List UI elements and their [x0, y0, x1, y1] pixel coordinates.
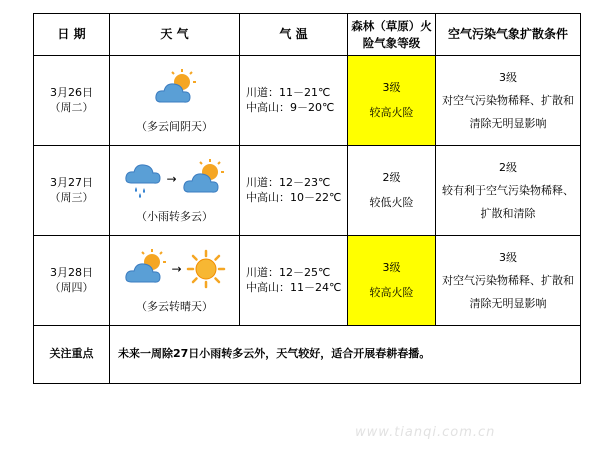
- fire-desc: 较高火险: [369, 285, 414, 299]
- weather-cell: [110, 146, 240, 236]
- sunny-icon: [186, 249, 226, 289]
- date-cell: [34, 146, 110, 236]
- temperature-cell: [240, 146, 348, 236]
- header-date: 日 期: [34, 14, 110, 56]
- partly-cloudy-icon: [153, 69, 197, 109]
- focus-label: 关注重点: [34, 326, 110, 384]
- partly-cloudy-icon: [123, 249, 167, 289]
- weekday-text: （周三）: [49, 190, 94, 204]
- partly-cloudy-icon: [181, 159, 225, 199]
- air-diffusion-cell: [436, 146, 581, 236]
- temp-valley: 川道：11－21℃: [246, 85, 331, 99]
- header-fire-risk: 森林（草原）火险气象等级: [348, 14, 436, 56]
- transition-arrow-icon: →: [166, 171, 177, 186]
- fire-risk-cell: [348, 56, 436, 146]
- air-level: 3级: [499, 250, 517, 264]
- temp-mountain: 中高山：10－22℃: [246, 190, 342, 204]
- fire-risk-cell: [348, 236, 436, 326]
- weather-label: （多云间阴天）: [136, 120, 213, 134]
- air-diffusion-cell: [436, 56, 581, 146]
- header-air-diffusion: 空气污染气象扩散条件: [436, 14, 581, 56]
- forecast-table: [33, 13, 581, 384]
- date-text: 3月28日: [50, 265, 93, 279]
- temp-mountain: 中高山：9－20℃: [246, 100, 335, 114]
- table-row: [34, 56, 581, 146]
- temperature-cell: [240, 236, 348, 326]
- fire-desc: 较高火险: [369, 105, 414, 119]
- weekday-text: （周四）: [49, 280, 94, 294]
- fire-desc: 较低火险: [369, 195, 414, 209]
- date-text: 3月27日: [50, 175, 93, 189]
- temp-mountain: 中高山：11－24℃: [246, 280, 342, 294]
- temperature-cell: [240, 56, 348, 146]
- temp-valley: 川道：12－23℃: [246, 175, 331, 189]
- fire-level: 3级: [382, 261, 401, 275]
- watermark: www.tianqi.com.cn: [355, 425, 496, 440]
- fire-risk-cell: [348, 146, 436, 236]
- table-row: [34, 146, 581, 236]
- air-desc: 对空气污染物稀释、扩散和清除无明显影响: [442, 93, 574, 131]
- table-row: [34, 236, 581, 326]
- date-cell: [34, 56, 110, 146]
- fire-level: 2级: [382, 171, 401, 185]
- temp-valley: 川道：12－25℃: [246, 265, 331, 279]
- air-level: 3级: [499, 70, 517, 84]
- weather-label: （小雨转多云）: [136, 210, 213, 224]
- air-diffusion-cell: [436, 236, 581, 326]
- weather-label: （多云转晴天）: [136, 300, 213, 314]
- air-desc: 对空气污染物稀释、扩散和清除无明显影响: [442, 273, 574, 311]
- weekday-text: （周二）: [49, 100, 94, 114]
- focus-text: 未来一周除27日小雨转多云外，天气较好，适合开展春耕春播。: [110, 326, 581, 384]
- date-cell: [34, 236, 110, 326]
- air-level: 2级: [499, 160, 517, 174]
- header-row: [34, 14, 581, 56]
- weather-cell: [110, 236, 240, 326]
- transition-arrow-icon: →: [171, 261, 182, 276]
- weather-cell: [110, 56, 240, 146]
- header-temperature: 气 温: [240, 14, 348, 56]
- light-rain-icon: [124, 159, 162, 199]
- date-text: 3月26日: [50, 85, 93, 99]
- focus-row: [34, 326, 581, 384]
- air-desc: 较有利于空气污染物稀释、扩散和清除: [442, 183, 574, 221]
- header-weather: 天 气: [110, 14, 240, 56]
- fire-level: 3级: [382, 81, 401, 95]
